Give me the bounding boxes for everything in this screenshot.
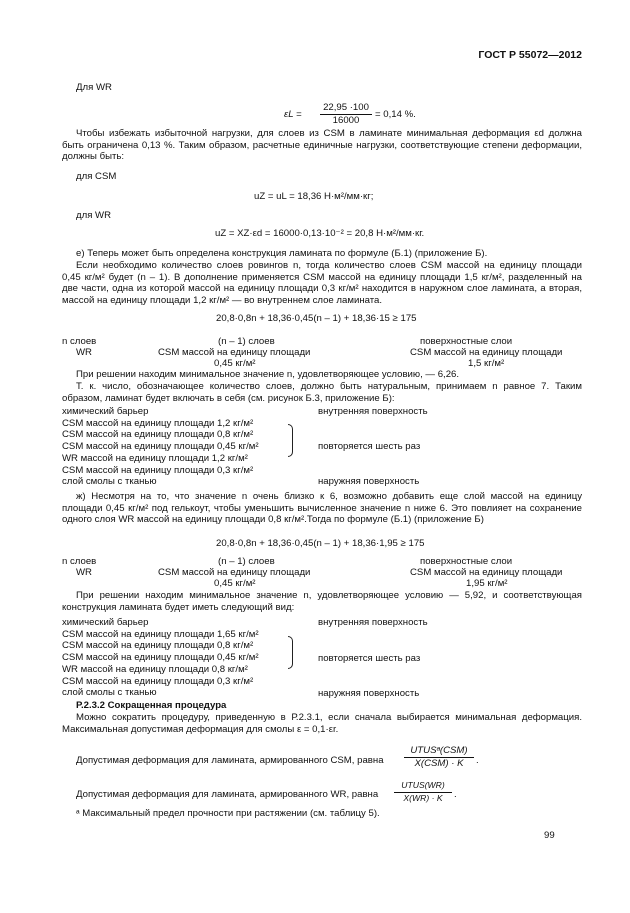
paragraph-line: образом, ламинат будет включать в себя (см. рисунок Б.3, приложение Б): [62, 392, 395, 404]
eq-eps-fraction [320, 102, 372, 126]
footnote: ᵃ Максимальный предел прочности при растяжении (см. таблицу 5). [76, 808, 380, 819]
page-number: 99 [544, 830, 555, 841]
standard-header: ГОСТ Р 55072—2012 [478, 49, 582, 61]
l1-inner: внутренняя поверхность [318, 406, 428, 417]
csm-period: . [476, 755, 479, 766]
l1-c1a: n слоев [62, 336, 97, 347]
paragraph-line: массой на единицу площади 1,2 кг/м² — во внутреннем слое ламината. [62, 294, 383, 306]
layer-item: CSM массой на единицу площади 1,2 кг/м² [62, 417, 254, 429]
csm-den: X(CSM) · K [414, 757, 464, 769]
l2-inner: внутренняя поверхность [318, 617, 428, 628]
eq-eps-num: 22,95 ·100 [320, 102, 372, 115]
paragraph-line: Чтобы избежать избыточной нагрузки, для слоев из CSM в ламинате минимальная деформация εd должна [76, 128, 582, 139]
layer-item: CSM массой на единицу площади 1,65 кг/м² [62, 628, 259, 640]
layer-item: химический барьер [62, 406, 149, 417]
csm-fraction [404, 745, 474, 769]
paragraph-line: быть ограничена 0,13 %. Таким образом, расчетные единичные нагрузки, соответствующие степени деформации, [62, 139, 582, 151]
layer-item: слой смолы с тканью [62, 687, 157, 699]
paragraph-line: Т. к. число, обозначающее количество слоев, должно быть натуральным, принимаем n равное 7. Таким [76, 381, 582, 392]
paragraph-line: конструкция ламината будет иметь следующий вид: [62, 601, 295, 613]
wr-text: Допустимая деформация для ламината, армированного WR, равна [76, 789, 379, 800]
layer-item: CSM массой на единицу площади 0,45 кг/м² [62, 441, 259, 453]
layer-item: WR массой на единицу площади 0,8 кг/м² [62, 663, 248, 675]
paragraph-line: При решении находим минимальное значение n, удовлетворяющее условию — 5,92, и соответствующая [76, 590, 582, 601]
paragraph-line: Можно сократить процедуру, приведенную в Р.2.3.1, если сначала выбирается минимальная деформация. [76, 712, 582, 723]
eq-eps-rhs: = 0,14 %. [375, 109, 416, 120]
csm-text: Допустимая деформация для ламината, армированного CSM, равна [76, 755, 384, 766]
layer-item: CSM массой на единицу площади 0,3 кг/м² [62, 464, 254, 476]
wr-label: Для WR [76, 82, 112, 93]
eq-main-1: 20,8·0,8n + 18,36·0,45(n – 1) + 18,36·15 ≥ 175 [216, 313, 417, 324]
l1-c2a: (n – 1) слоев [218, 336, 275, 347]
paragraph-line: площади 0,45 кг/м² под гелькоут, чтобы уменьшить вычисленное значение n ниже 6. Это повлияет на сохранение [62, 502, 582, 514]
l2-c3a: поверхностные слои [420, 556, 513, 567]
l1-outer: наружняя поверхность [318, 476, 420, 487]
l1-repeat: повторяется шесть раз [318, 441, 421, 452]
l2-repeat: повторяется шесть раз [318, 653, 421, 664]
item-e: е) Теперь может быть определена конструкция ламината по формуле (Б.1) (приложение Б). [76, 248, 488, 259]
eq-uz1: uZ = uL = 18,36 Н·м²/мм·кг; [254, 191, 374, 202]
paragraph-line: ж) Несмотря на то, что значение n очень близко к 6, возможно добавить еще слой массой на единицу [76, 491, 582, 502]
eq-eps-lhs: εL = [284, 109, 302, 120]
l1-c3a: поверхностные слои [420, 336, 513, 347]
layer-item: CSM массой на единицу площади 0,8 кг/м² [62, 429, 254, 441]
eq-eps-den: 16000 [332, 114, 360, 126]
l2-c2a: (n – 1) слоев [218, 556, 275, 567]
wr-period: . [454, 789, 457, 800]
for-wr: для WR [76, 210, 112, 221]
paragraph-line: две части, одна из которой массой на единицу площади 0,3 кг/м² находится в наружном слое ламината, а вторая, [62, 283, 582, 294]
paragraph-line: 0,45 кг/м² будет (n – 1). В дополнение применяется CSM массой на единицу площади 1,5 кг/м², разделенный на [62, 271, 582, 283]
wr-fraction [394, 780, 452, 804]
l1-c2c: 0,45 кг/м² [214, 358, 256, 369]
wr-den: X(WR) · K [403, 792, 443, 803]
l1-c3b: CSM массой на единицу площади [410, 347, 563, 358]
eq-uz2: uZ = XZ·εd = 16000·0,13·10⁻² = 20,8 Н·м²/мм·кг. [215, 228, 425, 239]
l2-outer: наружняя поверхность [318, 688, 420, 699]
paragraph-line: должны быть: [62, 151, 125, 162]
layer-item: слой смолы с тканью [62, 476, 157, 488]
for-csm: для CSM [76, 171, 117, 182]
layer-item: химический барьер [62, 617, 149, 628]
l2-c2c: 0,45 кг/м² [214, 578, 256, 589]
brace-1 [288, 424, 293, 457]
solve-1: При решении находим минимальное значение n, удовлетворяющее условию, — 6,26. [76, 369, 460, 380]
l1-c2b: CSM массой на единицу площади [158, 347, 311, 358]
layer-item: CSM массой на единицу площади 0,3 кг/м² [62, 675, 254, 687]
brace-2 [288, 636, 293, 669]
csm-num: UTUSᵃ(CSM) [404, 745, 474, 758]
l1-c1b: WR [76, 347, 92, 358]
layer-item: WR массой на единицу площади 1,2 кг/м² [62, 452, 248, 464]
l2-c3c: 1,95 кг/м² [466, 578, 508, 589]
wr-num: UTUS(WR) [394, 780, 452, 793]
paragraph-line: Максимальная допустимая деформация для смолы ε = 0,1·εr. [62, 723, 339, 735]
l2-c2b: CSM массой на единицу площади [158, 567, 311, 578]
paragraph-line: одного слоя WR массой на единицу площади 0,8 кг/м².Тогда по формуле (Б.1) (приложение Б) [62, 514, 484, 525]
eq-main-2: 20,8·0,8n + 18,36·0,45(n – 1) + 18,36·1,95 ≥ 175 [216, 538, 425, 549]
section-heading: Р.2.3.2 Сокращенная процедура [76, 700, 227, 711]
layer-item: CSM массой на единицу площади 0,8 кг/м² [62, 640, 254, 652]
paragraph-line: Если необходимо количество слоев ровингов n, тогда количество слоев CSM массой на единицу площади [76, 260, 582, 271]
l1-c3c: 1,5 кг/м² [468, 358, 505, 369]
l2-c1a: n слоев [62, 556, 97, 567]
l2-c1b: WR [76, 567, 92, 578]
layer-item: CSM массой на единицу площади 0,45 кг/м² [62, 652, 259, 664]
l2-c3b: CSM массой на единицу площади [410, 567, 563, 578]
